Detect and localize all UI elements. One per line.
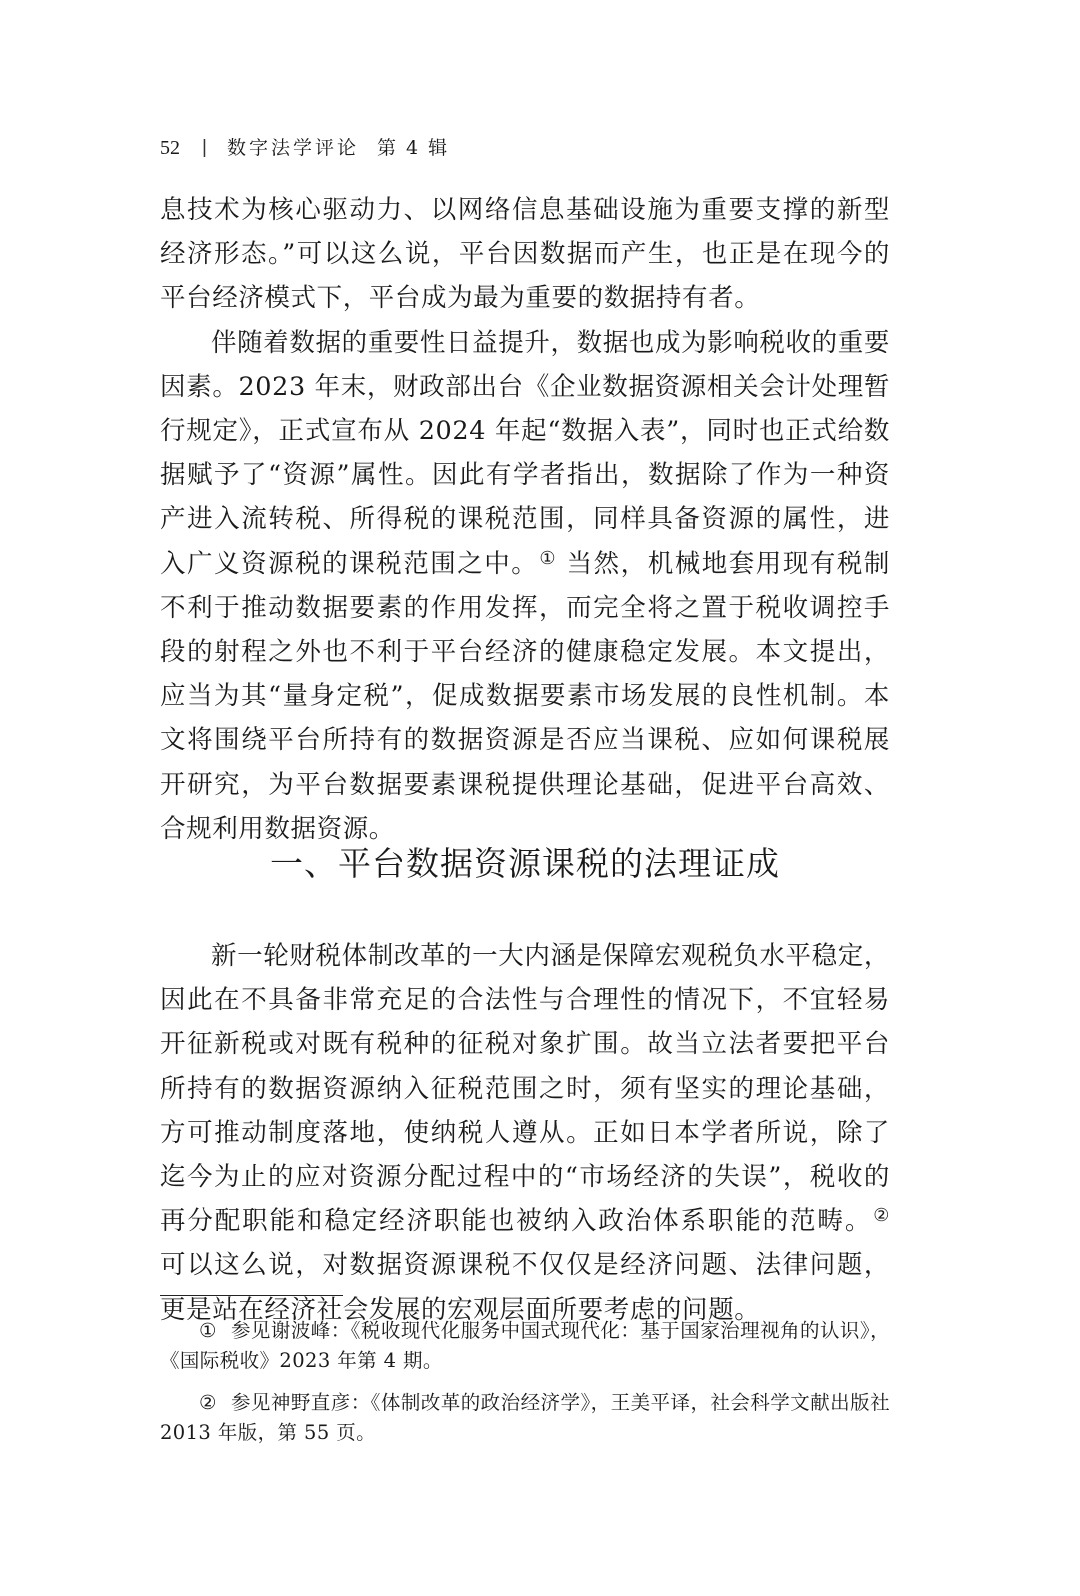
- footnote: [160, 1388, 890, 1448]
- footnote-mark: ①: [199, 1319, 217, 1342]
- paragraph: 息技术为核心驱动力、以网络信息基础设施为重要支撑的新型经济形态。”可以这么说，平台因数据而产生，也正是在现今的平台经济模式下，平台成为最为重要的数据持有者。: [160, 195, 890, 314]
- footnote-reference[interactable]: ②: [873, 1205, 890, 1227]
- footnote-reference[interactable]: ①: [539, 547, 557, 569]
- paragraph-text: 当然，机械地套用现有税制不利于推动数据要素的作用发挥，而完全将之置于税收调控手段的射程之外也不利于平台经济的健康稳定发展。本文提出，应当为其“量身定税”，促成数据要素市场发展的良性机制。本文将围绕平台所持有的数据资源是否应当课税、应如何课税展开研究，为平台数据要素课税提供理论基础，促进平台高效、合规利用数据资源。: [160, 548, 890, 844]
- issue-number: 第 4 辑: [376, 137, 450, 159]
- paragraph-text: 伴随着数据的重要性日益提升，数据也成为影响税收的重要因素。2023 年末，财政部出台《企业数据资源相关会计处理暂行规定》，正式宣布从 2024 年起“数据入表”，同时也正式给数据赋予了“资源”属性。因此有学者指出，数据除了作为一种资产进入流转税、所得税的课税范围，同样具备资源的属性，进入广义资源税的课税范围之中。: [160, 327, 890, 579]
- footnote-divider: [160, 1295, 343, 1296]
- paragraph-text: 可以这么说，对数据资源课税不仅仅是经济问题、法律问题，更是站在经济社会发展的宏观层面所要考虑的问题。: [160, 1250, 890, 1325]
- intro-text-block: [160, 188, 890, 851]
- page-number: 52: [160, 137, 180, 159]
- footnote-text: 参见神野直彦：《体制改革的政治经济学》，王美平译，社会科学文献出版社 2013 年版，第 55 页。: [160, 1391, 890, 1444]
- paragraph: [160, 321, 890, 851]
- header-separator: |: [202, 137, 207, 158]
- section-text-block: [160, 934, 890, 1332]
- section-heading: 一、平台数据资源课税的法理证成: [270, 844, 780, 883]
- running-header: [160, 136, 449, 160]
- journal-title: 数字法学评论: [226, 137, 359, 159]
- paragraph-text: 新一轮财税体制改革的一大内涵是保障宏观税负水平稳定，因此在不具备非常充足的合法性与合理性的情况下，不宜轻易开征新税或对既有税种的征税对象扩围。故当立法者要把平台所持有的数据资源纳入征税范围之时，须有坚实的理论基础，方可推动制度落地，使纳税人遵从。正如日本学者所说，除了迄今为止的应对资源分配过程中的“市场经济的失误”，税收的再分配职能和稳定经济职能也被纳入政治体系职能的范畴。: [160, 941, 890, 1237]
- footnote-text: 参见谢波峰：《税收现代化服务中国式现代化：基于国家治理视角的认识》，《国际税收》2023 年第 4 期。: [160, 1319, 890, 1372]
- footnote-mark: ②: [199, 1391, 217, 1414]
- footnote: [160, 1316, 890, 1376]
- footnotes: [160, 1316, 890, 1448]
- paragraph: [160, 934, 890, 1332]
